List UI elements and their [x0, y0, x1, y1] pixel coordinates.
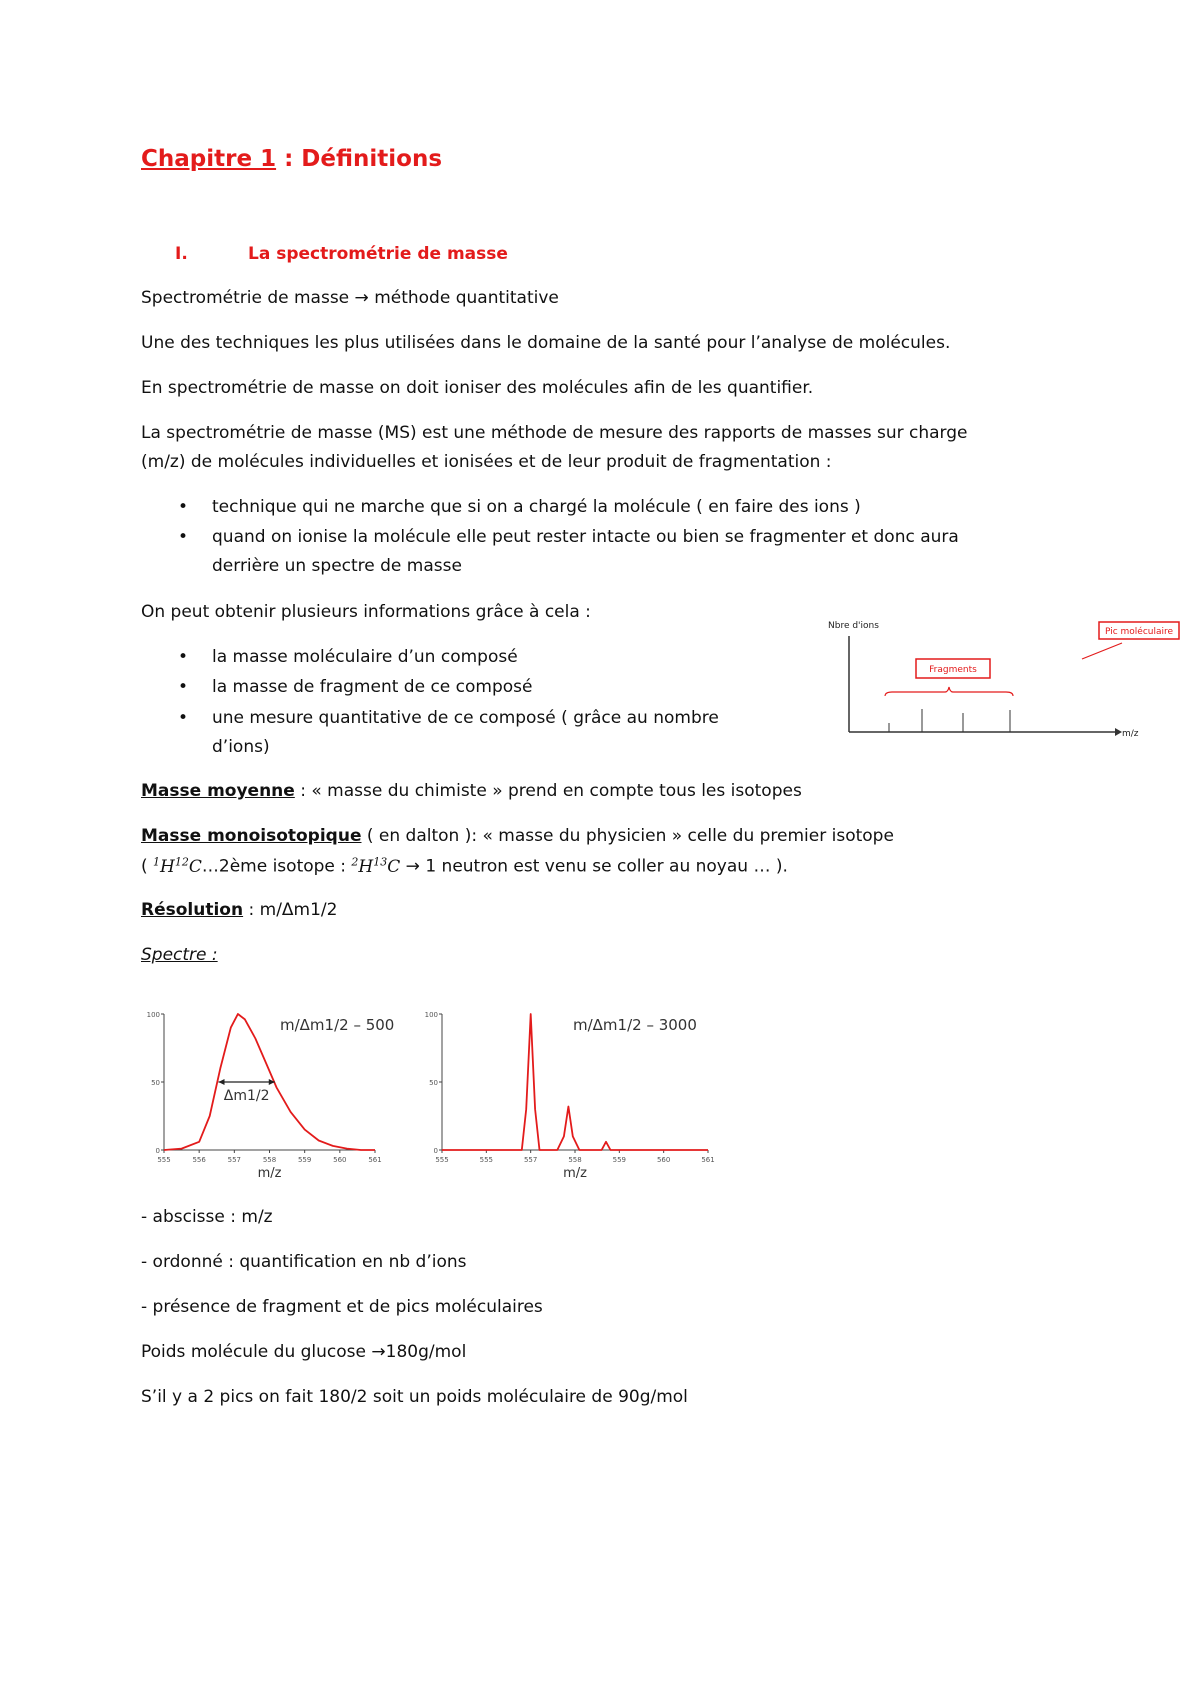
- paragraph-1: Spectrométrie de masse → méthode quantitative: [141, 288, 559, 308]
- y-tick-label: 50: [151, 1079, 160, 1087]
- x-tick-label: 555: [435, 1156, 449, 1164]
- paragraph-3: En spectrométrie de masse on doit ioniser des molécules afin de les quantifier.: [141, 378, 814, 398]
- chapter-number: Chapitre 1: [141, 146, 277, 172]
- x-tick-label: 558: [568, 1156, 582, 1164]
- spectrum-chart-3000: [424, 1000, 718, 1185]
- resolution-annotation: m/Δm1/2 – 500: [280, 1016, 395, 1034]
- diagram-xlabel: m/z: [1122, 729, 1139, 739]
- bullet-icon: •: [178, 647, 189, 667]
- resolution: Résolution : m/Δm1/2: [141, 900, 338, 920]
- bullet-icon: •: [178, 708, 189, 728]
- isotope-1: $^1H^{12}C$: [153, 855, 202, 877]
- paragraph-4-line-2: (m/z) de molécules individuelles et ionisées et de leur produit de fragmentation :: [141, 452, 832, 472]
- note-glucose: Poids molécule du glucose →180g/mol: [141, 1342, 467, 1362]
- page-title: Chapitre 1 : Définitions: [141, 146, 443, 172]
- series-line: [442, 1014, 708, 1150]
- section-title: La spectrométrie de masse: [248, 244, 508, 264]
- fragments-label: Fragments: [929, 665, 977, 675]
- pic-moleculaire-arrow: [1082, 643, 1122, 659]
- paragraph-2: Une des techniques les plus utilisées dans le domaine de la santé pour l’analyse de molécules.: [141, 333, 951, 353]
- arrow-icon: →: [371, 1342, 386, 1362]
- x-tick-label: 557: [227, 1156, 242, 1164]
- masse-moyenne: Masse moyenne : « masse du chimiste » prend en compte tous les isotopes: [141, 781, 802, 801]
- masse-mono-line-2: ( $^1H^{12}C\dots 2ème$ isotope : $^2H^{13}C \to 1$ neutron est venu se coller au noyau … ).: [141, 855, 788, 877]
- bullet-icon: •: [178, 527, 189, 547]
- x-tick-label: 559: [297, 1156, 312, 1164]
- x-tick-label: 559: [612, 1156, 627, 1164]
- y-tick-label: 0: [155, 1147, 160, 1155]
- masse-mono: Masse monoisotopique ( en dalton ): « masse du physicien » celle du premier isotope: [141, 826, 894, 846]
- spectre-label: Spectre :: [141, 945, 218, 965]
- note-abscisse: - abscisse : m/z: [141, 1207, 273, 1227]
- section-heading: [175, 244, 508, 264]
- diagram-ylabel: Nbre d'ions: [828, 621, 879, 631]
- x-axis-label: m/z: [257, 1166, 282, 1181]
- fragments-brace: [885, 687, 1013, 696]
- paragraph-infos: On peut obtenir plusieurs informations grâce à cela :: [141, 602, 591, 622]
- y-tick-label: 0: [433, 1147, 438, 1155]
- masse-moyenne-label: Masse moyenne: [141, 781, 295, 801]
- x-tick-label: 558: [262, 1156, 277, 1164]
- resolution-annotation: m/Δm1/2 – 3000: [573, 1016, 697, 1034]
- isotope-2: $^2H^{13}C$: [351, 855, 401, 877]
- x-tick-label: 561: [701, 1156, 715, 1164]
- x-tick-label: 555: [479, 1156, 494, 1164]
- x-tick-label: 555: [157, 1156, 171, 1164]
- resolution-label: Résolution: [141, 900, 244, 920]
- x-tick-label: 560: [333, 1156, 347, 1164]
- masse-mono-label: Masse monoisotopique: [141, 826, 362, 846]
- diagram-x-arrowhead: [1115, 728, 1122, 736]
- mass-spectrum-diagram: [820, 610, 1185, 745]
- note-ordonne: - ordonné : quantification en nb d’ions: [141, 1252, 467, 1272]
- arrow-icon: →: [354, 288, 369, 308]
- y-tick-label: 100: [146, 1011, 160, 1019]
- arrow-icon: →: [400, 856, 426, 877]
- x-tick-label: 556: [192, 1156, 206, 1164]
- half-width-label: Δm1/2: [223, 1088, 270, 1104]
- x-tick-label: 560: [656, 1156, 671, 1164]
- spectrum-chart-500: [146, 1000, 400, 1185]
- bullet-icon: •: [178, 497, 189, 517]
- bullet-icon: •: [178, 677, 189, 697]
- x-tick-label: 557: [523, 1156, 538, 1164]
- x-tick-label: 561: [368, 1156, 382, 1164]
- arrowhead-left-icon: [219, 1079, 225, 1085]
- x-axis-label: m/z: [563, 1166, 587, 1181]
- y-tick-label: 100: [424, 1011, 438, 1019]
- note-pics: S’il y a 2 pics on fait 180/2 soit un poids moléculaire de 90g/mol: [141, 1387, 688, 1407]
- paragraph-4-line-1: La spectrométrie de masse (MS) est une méthode de mesure des rapports de masses sur charge: [141, 423, 968, 443]
- pic-moleculaire-label: Pic moléculaire: [1104, 627, 1174, 637]
- note-presence: - présence de fragment et de pics moléculaires: [141, 1297, 543, 1317]
- y-tick-label: 50: [429, 1079, 438, 1087]
- section-number: I.: [175, 244, 188, 264]
